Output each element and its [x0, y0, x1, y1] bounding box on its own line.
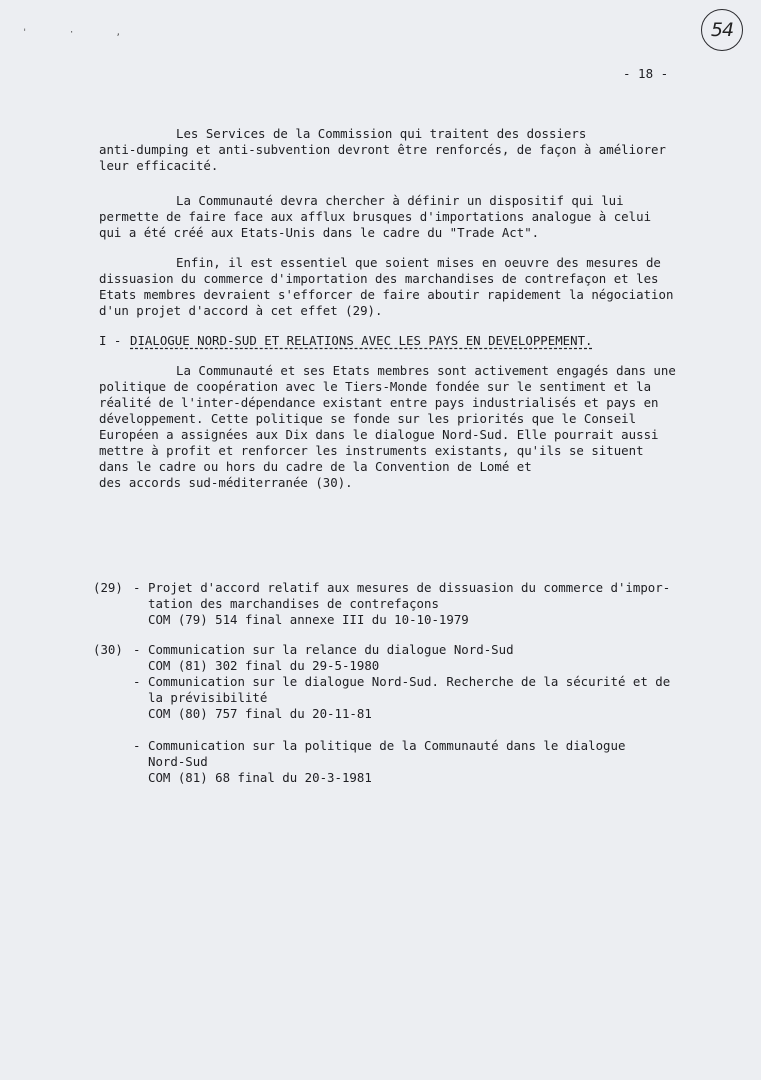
text-line: des accords sud-méditerranée (30).: [99, 475, 353, 490]
footnote-line: Communication sur la politique de la Communauté dans le dialogue: [148, 738, 626, 753]
footnote-dash: -: [133, 642, 141, 657]
section-title: DIALOGUE NORD-SUD ET RELATIONS AVEC LES PAYS EN DEVELOPPEMENT.: [130, 333, 593, 348]
footnote-line: COM (81) 302 final du 29-5-1980: [148, 658, 380, 673]
footnote-dash: -: [133, 738, 141, 753]
text-line: Enfin, il est essentiel que soient mises en oeuvre des mesures de: [176, 255, 661, 270]
text-line: d'un projet d'accord à cet effet (29).: [99, 303, 383, 318]
section-number: I -: [99, 333, 122, 348]
text-line: dans le cadre ou hors du cadre de la Convention de Lomé et: [99, 459, 532, 474]
text-line: politique de coopération avec le Tiers-Monde fondée sur le sentiment et la: [99, 379, 652, 394]
text-line: réalité de l'inter-dépendance existant entre pays industrialisés et pays en: [99, 395, 659, 410]
text-line: Les Services de la Commission qui traitent des dossiers: [176, 126, 587, 141]
footnote-line: Projet d'accord relatif aux mesures de dissuasion du commerce d'impor-: [148, 580, 671, 595]
text-line: La Communauté devra chercher à définir un dispositif qui lui: [176, 193, 624, 208]
text-line: permette de faire face aux afflux brusques d'importations analogue à celui: [99, 209, 652, 224]
footnote-line: tation des marchandises de contrefaçons: [148, 596, 439, 611]
text-line: Etats membres devraient s'efforcer de faire aboutir rapidement la négociation: [99, 287, 674, 302]
text-line: anti-dumping et anti-subvention devront être renforcés, de façon à améliorer: [99, 142, 666, 157]
footnote-marker: (29): [93, 580, 123, 595]
footnote-line: COM (81) 68 final du 20-3-1981: [148, 770, 372, 785]
page-number: - 18 -: [623, 66, 669, 81]
footnote-dash: -: [133, 674, 141, 689]
text-line: leur efficacité.: [99, 158, 219, 173]
scan-specks: ' · ,: [22, 28, 140, 38]
archive-stamp: 54: [701, 9, 743, 51]
footnote-line: Nord-Sud: [148, 754, 208, 769]
footnote-line: COM (79) 514 final annexe III du 10-10-1979: [148, 612, 469, 627]
text-line: qui a été créé aux Etats-Unis dans le cadre du "Trade Act".: [99, 225, 540, 240]
text-line: Européen a assignées aux Dix dans le dialogue Nord-Sud. Elle pourrait aussi: [99, 427, 659, 442]
footnote-line: Communication sur la relance du dialogue Nord-Sud: [148, 642, 514, 657]
footnote-line: la prévisibilité: [148, 690, 268, 705]
footnote-dash: -: [133, 580, 141, 595]
text-line: développement. Cette politique se fonde sur les priorités que le Conseil: [99, 411, 637, 426]
footnote-marker: (30): [93, 642, 123, 657]
text-line: La Communauté et ses Etats membres sont activement engagés dans une: [176, 363, 676, 378]
text-line: dissuasion du commerce d'importation des marchandises de contrefaçon et les: [99, 271, 659, 286]
footnote-line: Communication sur le dialogue Nord-Sud. Recherche de la sécurité et de: [148, 674, 671, 689]
text-line: mettre à profit et renforcer les instruments existants, qu'ils se situent: [99, 443, 644, 458]
footnote-line: COM (80) 757 final du 20-11-81: [148, 706, 372, 721]
